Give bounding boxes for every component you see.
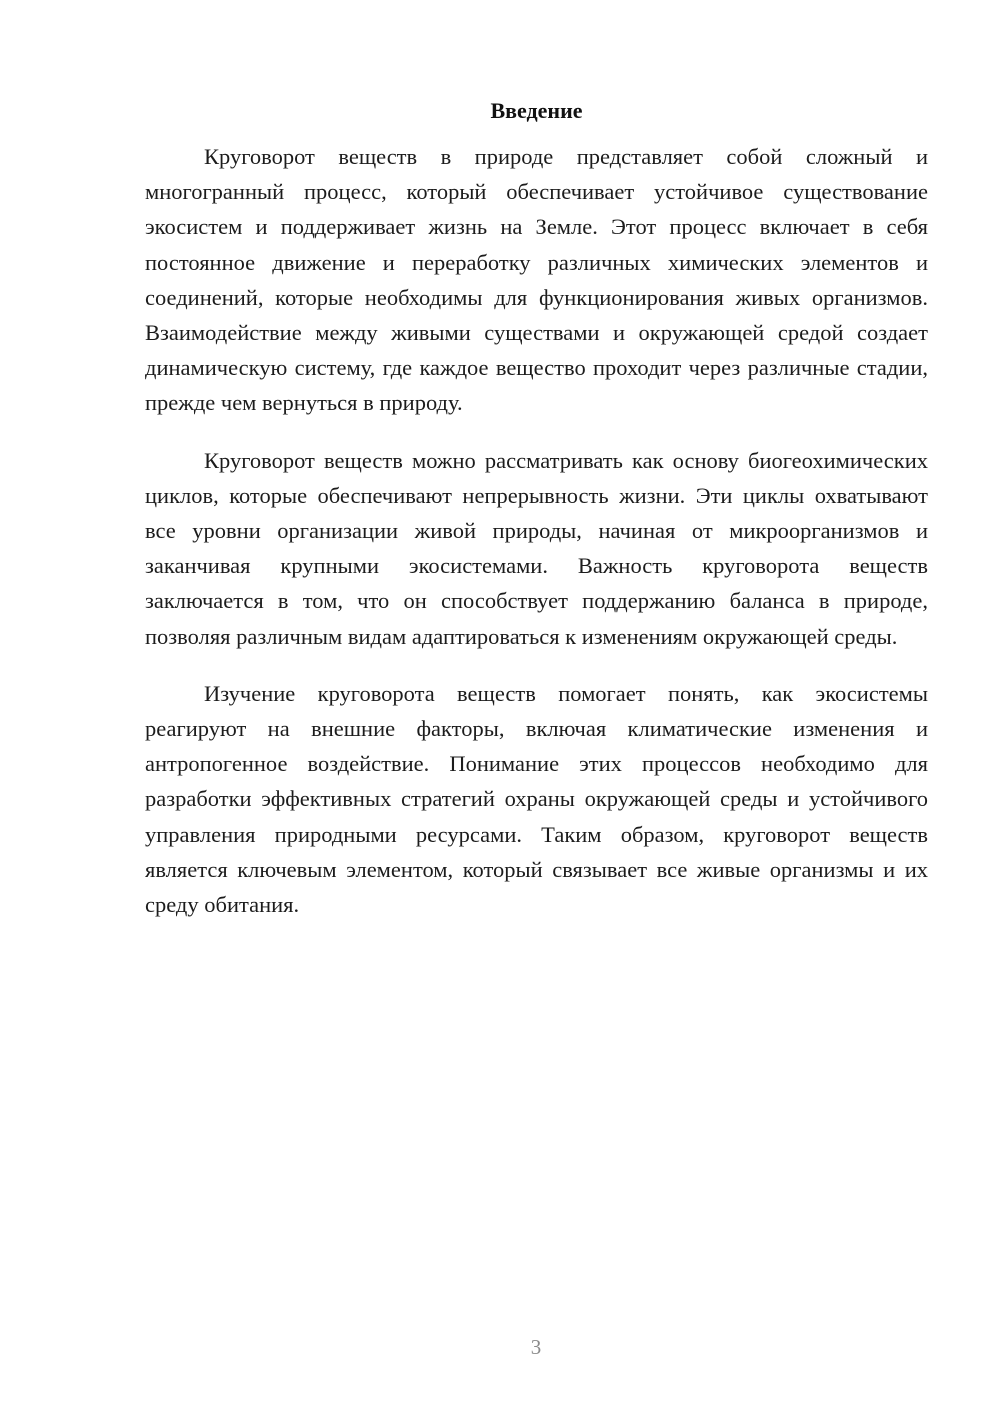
section-heading: Введение	[490, 98, 583, 123]
paragraph-2: Круговорот веществ можно рассматривать как основу биогеохимических циклов, которые обеспечивают непрерывность жизни. Эти циклы охватывают все уровни организации живой природы, начиная от микроорганизмов и заканчивая крупными экосистемами. Важность круговорота веществ заключается в том, что он способствует поддержанию баланса в природе, позволяя различным видам адаптироваться к изменениям окружающей среды.	[145, 447, 928, 649]
paragraph-3: Изучение круговорота веществ помогает понять, как экосистемы реагируют на внешние факторы, включая климатические изменения и антропогенное воздействие. Понимание этих процессов необходимо для разработки эффективных стратегий охраны окружающей среды и устойчивого управления природными ресурсами. Таким образом, круговорот веществ является ключевым элементом, который связывает все живые организмы и их среду обитания.	[145, 680, 928, 918]
page-content	[145, 95, 928, 944]
paragraph-1: Круговорот веществ в природе представляет собой сложный и многогранный процесс, который обеспечивает устойчивое существование экосистем и поддерживает жизнь на Земле. Этот процесс включает в себя постоянное движение и переработку различных химических элементов и соединений, которые необходимы для функционирования живых организмов. Взаимодействие между живыми существами и окружающей средой создает динамическую систему, где каждое вещество проходит через различные стадии, прежде чем вернуться в природу.	[145, 144, 928, 416]
page-number: 3	[530, 1335, 542, 1359]
